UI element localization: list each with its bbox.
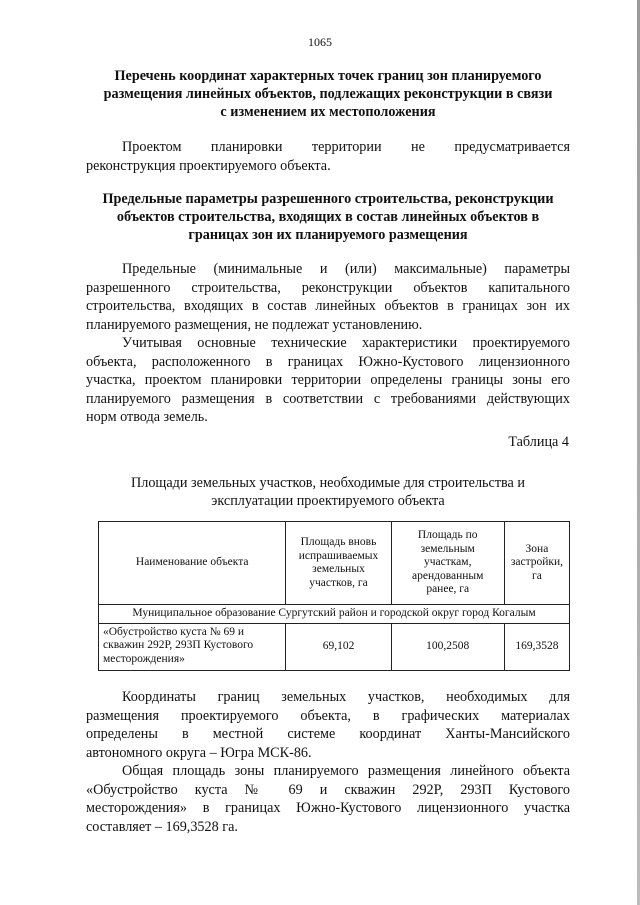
header-object-name: Наименование объекта xyxy=(99,522,286,605)
table-row xyxy=(99,623,570,670)
paragraph-reconstruction: Проектом планировки территории не предусматривается реконструкция проектируемого объекта. xyxy=(86,139,570,174)
table-municipality-row xyxy=(99,605,570,624)
heading-coordinates-list: Перечень координат характерных точек границ зон планируемого размещения линейных объектов, подлежащих реконструкции в связи с изменением их местоположения xyxy=(103,68,553,120)
header-zone: Зона застройки, га xyxy=(504,522,569,605)
header-leased-area: Площадь по земельным участкам, арендованным ранее, га xyxy=(391,522,504,605)
paragraph-coordinates-system: Координаты границ земельных участков, необходимых для размещения проектируемого объекта, в графических материалах определены в местной системе координат Ханты-Мансийского автономного округа – Югра МСК-86. xyxy=(86,689,570,761)
table-caption: Таблица 4 xyxy=(508,434,569,450)
leased-area-cell: 100,2508 xyxy=(391,623,504,670)
table-header-row xyxy=(99,522,570,605)
header-new-area: Площадь вновь испрашиваемых земельных участков, га xyxy=(286,522,391,605)
table-title: Площади земельных участков, необходимые для строительства и эксплуатации проектируемого объекта xyxy=(131,475,525,509)
page-number: 1065 xyxy=(308,35,332,49)
land-area-table xyxy=(98,521,570,671)
new-area-cell: 69,102 xyxy=(286,623,391,670)
paragraph-zone-boundaries: Учитывая основные технические характеристики проектируемого объекта, расположенного в границах Южно-Кустового лицензионного участка, проектом планировки территории определены границы зоны его планируемого размещения в соответствии с требованиями действующих норм отвода земель. xyxy=(86,335,570,425)
paragraph-limit-parameters: Предельные (минимальные и (или) максимальные) параметры разрешенного строительства, реконструкции объектов капитального строительства, входящих в состав линейных объектов в границах зон их планируемого размещения, не подлежат установлению. xyxy=(86,261,570,333)
heading-limit-parameters: Предельные параметры разрешенного строительства, реконструкции объектов строительства, входящих в состав линейных объектов в границах зон их планируемого размещения xyxy=(102,191,554,243)
municipality-cell: Муниципальное образование Сургутский район и городской округ город Когалым xyxy=(99,605,570,624)
zone-area-cell: 169,3528 xyxy=(504,623,569,670)
object-name-cell: «Обустройство куста № 69 и скважин 292Р, 293П Кустового месторождения» xyxy=(99,623,286,670)
paragraph-total-area: Общая площадь зоны планируемого размещения линейного объекта «Обустройство куста № 69 и скважин 292Р, 293П Кустового месторождения» в границах Южно-Кустового лицензионного участка составляет – 169,3528 га. xyxy=(86,763,570,835)
